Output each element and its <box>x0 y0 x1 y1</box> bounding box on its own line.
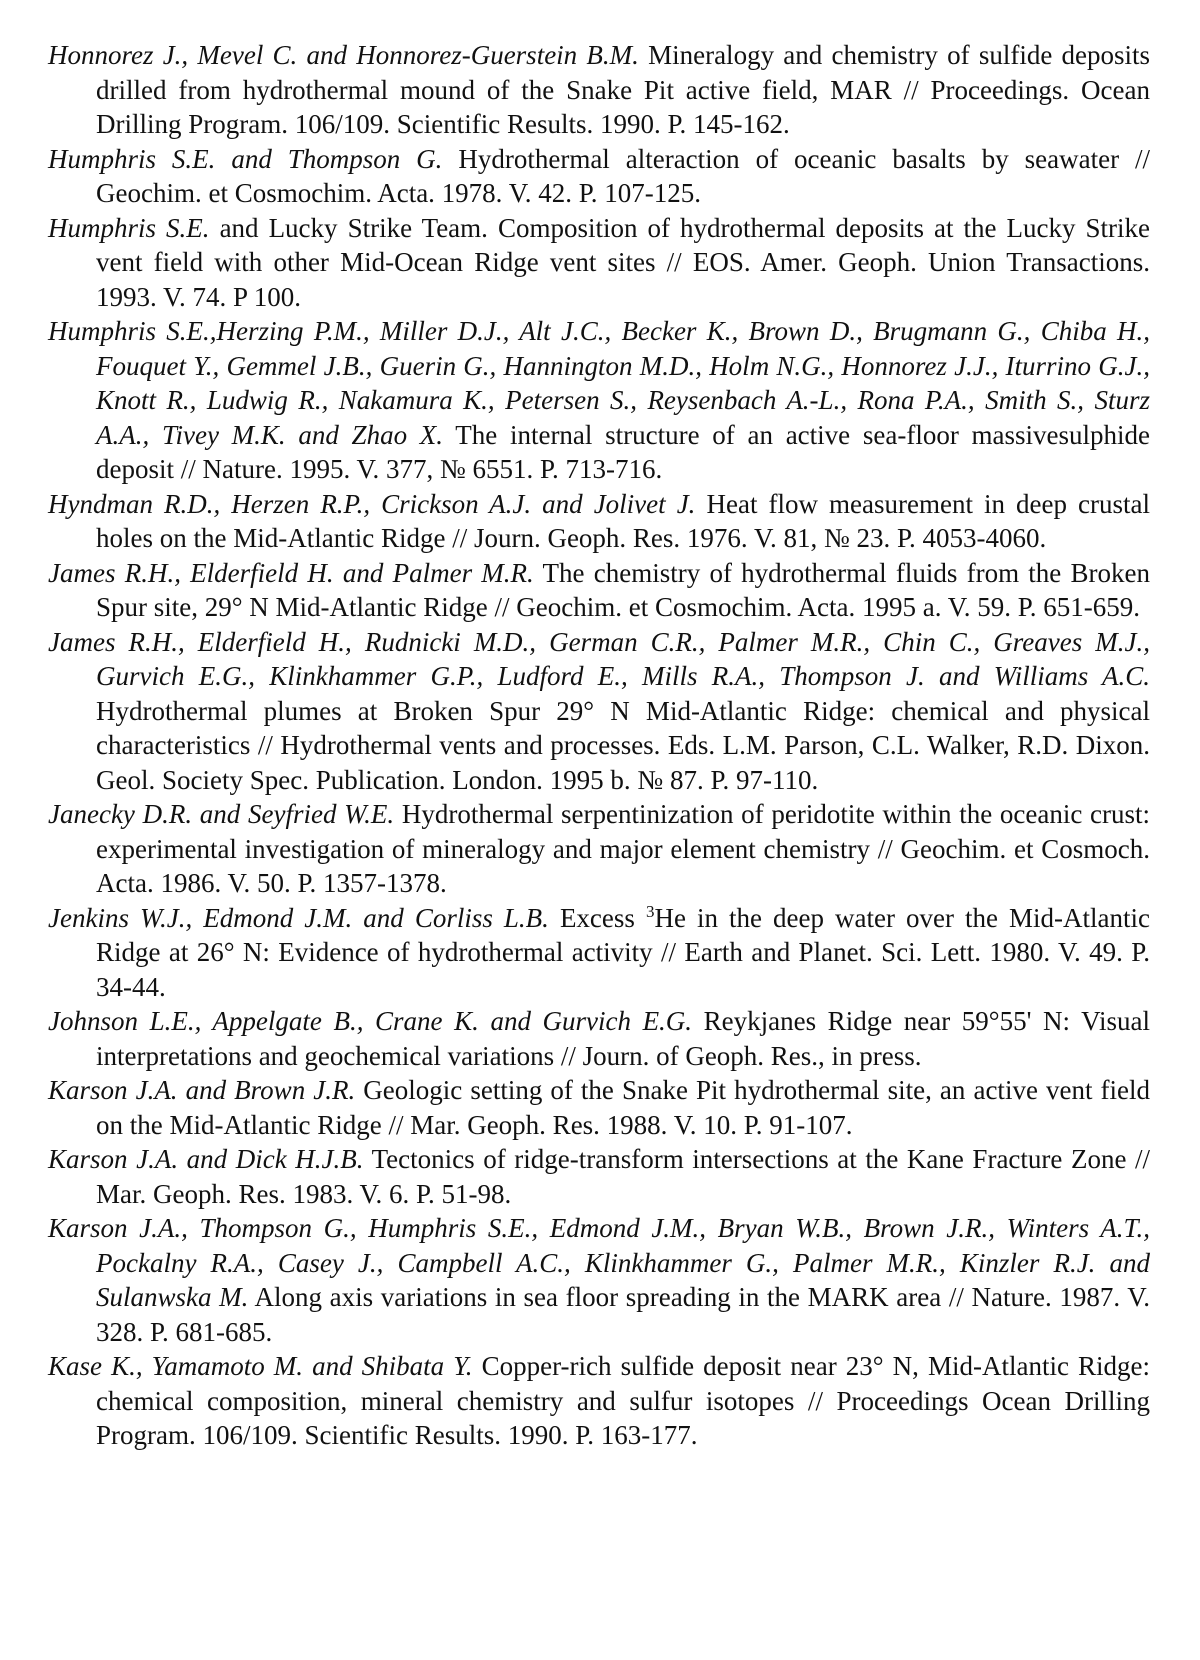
reference-text: Tectonics of ridge-transform intersections at the Kane Fracture Zone // Mar. Geoph. Res. 1983. V. 6. P. 51-98. <box>96 1144 1150 1209</box>
reference-authors: Karson J.A. and Brown J.R. <box>48 1075 355 1105</box>
reference-text: Mineralogy and chemistry of sulfide deposits drilled from hydrothermal mound of the Snake Pit active field, MAR // Proceedings. Ocean Drilling Program. 106/109. Scientific Results. 1990. P. 145-162. <box>96 40 1150 139</box>
reference-entry <box>48 901 1150 1005</box>
reference-entry <box>48 1073 1150 1142</box>
reference-authors: Honnorez J., Mevel C. and Honnorez-Guerstein B.M. <box>48 40 639 70</box>
reference-entry <box>48 1211 1150 1349</box>
reference-authors: Karson J.A., Thompson G., Humphris S.E., Edmond J.M., Bryan W.B., Brown J.R., Winters A.T., Pockalny R.A., Casey J., Campbell A.C., Klinkhammer G., Palmer M.R., Kinzler R.J. and Sulanwska M. <box>48 1213 1150 1312</box>
reference-authors: Janecky D.R. and Seyfried W.E. <box>48 799 394 829</box>
reference-entry <box>48 211 1150 315</box>
reference-authors: Johnson L.E., Appelgate B., Crane K. and Gurvich E.G. <box>48 1006 692 1036</box>
isotope-superscript: 3 <box>646 902 655 921</box>
reference-authors: James R.H., Elderfield H., Rudnicki M.D., German C.R., Palmer M.R., Chin C., Greaves M.J., Gurvich E.G., Klinkhammer G.P., Ludford E., Mills R.A., Thompson J. and Williams A.C. <box>48 627 1150 692</box>
reference-entry <box>48 38 1150 142</box>
reference-text: The internal structure of an active sea-floor massivesulphide deposit // Nature. 1995. V. 377, № 6551. P. 713-716. <box>96 420 1150 485</box>
reference-entry <box>48 797 1150 901</box>
reference-text: Heat flow measurement in deep crustal holes on the Mid-Atlantic Ridge // Journ. Geoph. Res. 1976. V. 81, № 23. P. 4053-4060. <box>96 489 1150 554</box>
reference-text: The chemistry of hydrothermal fluids from the Broken Spur site, 29° N Mid-Atlantic Ridge // Geochim. et Cosmochim. Acta. 1995 a. V. 59. P. 651-659. <box>96 558 1150 623</box>
reference-authors: Humphris S.E. <box>48 213 210 243</box>
reference-authors: Humphris S.E.,Herzing P.M., Miller D.J., Alt J.C., Becker K., Brown D., Brugmann G., Chiba H., Fouquet Y., Gemmel J.B., Guerin G., Hannington M.D., Holm N.G., Honnorez J.J., Iturrino G.J., Knott R., Ludwig R., Nakamura K., Petersen S., Reysenbach A.-L., Rona P.A., Smith S., Sturz A.A., Tivey M.K. and Zhao X. <box>48 316 1150 450</box>
reference-text: Copper-rich sulfide deposit near 23° N, Mid-Atlantic Ridge: chemical composition, mineral chemistry and sulfur isotopes // Proceedings Ocean Drilling Program. 106/109. Scientific Results. 1990. P. 163-177. <box>96 1351 1150 1450</box>
reference-entry <box>48 487 1150 556</box>
reference-entry <box>48 625 1150 798</box>
reference-text: Geologic setting of the Snake Pit hydrothermal site, an active vent field on the Mid-Atlantic Ridge // Mar. Geoph. Res. 1988. V. 10. P. 91-107. <box>96 1075 1150 1140</box>
reference-entry <box>48 142 1150 211</box>
reference-authors: James R.H., Elderfield H. and Palmer M.R. <box>48 558 534 588</box>
reference-text: Hydrothermal serpentinization of peridotite within the oceanic crust: experimental investigation of mineralogy and major element chemistry // Geochim. et Cosmoch. Acta. 1986. V. 50. P. 1357-1378. <box>96 799 1150 898</box>
reference-list <box>48 38 1150 1453</box>
reference-entry <box>48 556 1150 625</box>
reference-authors: Humphris S.E. and Thompson G. <box>48 144 442 174</box>
reference-authors: Hyndman R.D., Herzen R.P., Crickson A.J. and Jolivet J. <box>48 489 695 519</box>
reference-text: and Lucky Strike Team. Composition of hydrothermal deposits at the Lucky Strike vent field with other Mid-Ocean Ridge vent sites // EOS. Amer. Geoph. Union Transactions. 1993. V. 74. P 100. <box>96 213 1150 312</box>
reference-authors: Kase K., Yamamoto M. and Shibata Y. <box>48 1351 473 1381</box>
reference-authors: Karson J.A. and Dick H.J.B. <box>48 1144 363 1174</box>
reference-text: He in the deep water over the Mid-Atlantic Ridge at 26° N: Evidence of hydrothermal activity // Earth and Planet. Sci. Lett. 1980. V. 49. P. 34-44. <box>96 903 1150 1002</box>
reference-entry <box>48 1004 1150 1073</box>
reference-text: Reykjanes Ridge near 59°55' N: Visual interpretations and geochemical variations // Journ. of Geoph. Res., in press. <box>96 1006 1150 1071</box>
reference-text-before: Excess <box>560 903 646 933</box>
reference-text: Hydrothermal alteraction of oceanic basalts by seawater // Geochim. et Cosmochim. Acta. 1978. V. 42. P. 107-125. <box>96 144 1150 209</box>
reference-text: Along axis variations in sea floor spreading in the MARK area // Nature. 1987. V. 328. P. 681-685. <box>96 1282 1150 1347</box>
reference-entry <box>48 314 1150 487</box>
reference-authors: Jenkins W.J., Edmond J.M. and Corliss L.B. <box>48 903 549 933</box>
reference-text: Hydrothermal plumes at Broken Spur 29° N Mid-Atlantic Ridge: chemical and physical characteristics // Hydrothermal vents and processes. Eds. L.M. Parson, C.L. Walker, R.D. Dixon. Geol. Society Spec. Publication. London. 1995 b. № 87. P. 97-110. <box>96 696 1150 795</box>
reference-entry <box>48 1349 1150 1453</box>
reference-entry <box>48 1142 1150 1211</box>
